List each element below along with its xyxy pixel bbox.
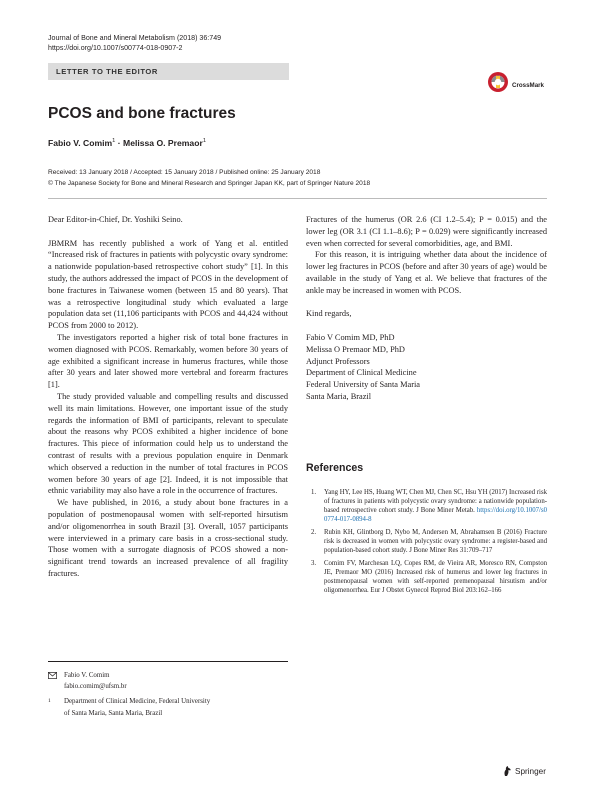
signature-line: Department of Clinical Medicine bbox=[306, 368, 417, 378]
body-column-right bbox=[306, 214, 547, 403]
body-column-left bbox=[48, 214, 288, 580]
section-label: LETTER TO THE EDITOR bbox=[56, 67, 159, 76]
affiliation bbox=[48, 697, 288, 718]
author-line bbox=[48, 138, 206, 148]
reference-list bbox=[306, 488, 547, 599]
reference-item bbox=[306, 488, 547, 524]
journal-citation: Journal of Bone and Mineral Metabolism (2018) 36:749 bbox=[48, 34, 222, 42]
author-name[interactable]: Fabio V. Comim bbox=[48, 138, 113, 148]
corresponding-author-email[interactable]: fabio.comim@ufsm.br bbox=[64, 683, 127, 691]
copyright-line: © The Japanese Society for Bone and Mineral Research and Springer Japan KK, part of Springer Nature 2018 bbox=[48, 179, 371, 187]
section-label-bar bbox=[48, 63, 289, 80]
corresponding-author-name: Fabio V. Comim bbox=[64, 672, 110, 679]
affiliation-number: 1 bbox=[48, 698, 51, 704]
publisher-name: Springer bbox=[515, 766, 546, 776]
signature-line: Adjunct Professors bbox=[306, 356, 370, 366]
author-name[interactable]: Melissa O. Premaor bbox=[123, 138, 203, 148]
body-paragraph: The study provided valuable and compelling results and discussed well its main limitations. However, one important issue of the study regards the information of BMI of participants, relevant to speculate about the reasons why PCOS exhibited a higher incidence of bone fractures. This piece of information could help us to understand the contrast of results with a previous population enquire in Denmark which observed a reduction in the number of total fractures in PCOS women before 30 years of age [2]. Indeed, it is not impossible that ethnic variability may also have a role in the occurrence of fractures. bbox=[48, 391, 288, 496]
signature-line: Fabio V Comim MD, PhD bbox=[306, 332, 395, 342]
footnote-divider bbox=[48, 661, 288, 662]
publication-info bbox=[48, 168, 370, 189]
affiliation-line: of Santa Maria, Santa Maria, Brazil bbox=[64, 709, 163, 717]
affiliation-line: Department of Clinical Medicine, Federal University bbox=[64, 698, 211, 705]
reference-doi-link[interactable]: https://doi.org/10.1007/s00774-017-0894-8 bbox=[324, 507, 547, 524]
reference-text: Rubin KH, Glintborg D, Nybo M, Andersen M, Abrahamsen B (2016) Fracture risk is decreased in women with polycystic ovary syndrome: a register-based and population-based cohort study. J Bone Miner Res 31:709–717 bbox=[324, 528, 547, 555]
reference-text: Yang HY, Lee HS, Huang WT, Chen MJ, Chen SC, Hsu YH (2017) Increased risk of fractures in patients with polycystic ovary syndrome: a nationwide population-based retrospective cohort study. J Bone Miner Metab. bbox=[324, 489, 547, 515]
article-title: PCOS and bone fractures bbox=[48, 105, 236, 122]
publisher-logo bbox=[502, 764, 546, 778]
journal-info bbox=[48, 34, 221, 53]
signature-line: Federal University of Santa Maria bbox=[306, 380, 420, 390]
signature-line: Santa Maria, Brazil bbox=[306, 391, 372, 401]
author-separator: · bbox=[115, 138, 124, 148]
envelope-icon bbox=[48, 671, 64, 682]
header-divider bbox=[48, 198, 547, 199]
body-paragraph: For this reason, it is intriguing whether data about the incidence of lower leg fractures in PCOS (before and after 30 years of age) would be available in the study of Yang et al. We believe that fractures of the ankle may be increased in women with PCOS. bbox=[306, 250, 547, 295]
body-paragraph: JBMRM has recently published a work of Yang et al. entitled “Increased risk of fractures in patients with polycystic ovary syndrome: a nationwide population-based retrospective cohort study” [1]. In this study, the authors addressed the impact of PCOS in the development of bone fractures in Taiwanese women (between 15 and 80 years). That was a retrospective longitudinal study which evaluated a large population data set (11,106 participants with PCOS and 44,424 without PCOS from 2000 to 2012). bbox=[48, 238, 288, 331]
reference-number: 3. bbox=[311, 559, 317, 567]
affiliation-marker: 1 bbox=[202, 138, 207, 145]
crossmark-badge[interactable] bbox=[487, 69, 557, 95]
salutation: Dear Editor-in-Chief, Dr. Yoshiki Seino. bbox=[48, 215, 183, 224]
reference-text: Comim FV, Marchesan LQ, Copes RM, de Vieira AR, Moresco RN, Compston JE, Premaor MO (2016) Increased risk of humerus and lower leg fractures in postmenopausal women with self-reported premenopausal hirsutism and/or oligomenorrhea. Eur J Obstet Gynecol Reprod Biol 203:162–166 bbox=[324, 559, 547, 595]
body-paragraph: Fractures of the humerus (OR 2.6 (CI 1.2–5.4); P = 0.015) and the lower leg (OR 3.1 (CI 1.1–8.6); P = 0.029) were significantly increased even when corrected for several comorbidities, age, and BMI. bbox=[306, 215, 547, 248]
signature-block bbox=[306, 332, 547, 403]
springer-horse-icon bbox=[502, 765, 512, 777]
crossmark-icon bbox=[487, 71, 509, 93]
signature-line: Melissa O Premaor MD, PhD bbox=[306, 344, 405, 354]
references-heading: References bbox=[306, 462, 364, 474]
reference-number: 1. bbox=[311, 489, 317, 496]
corresponding-author bbox=[48, 671, 288, 692]
closing: Kind regards, bbox=[306, 309, 352, 319]
publication-dates: Received: 13 January 2018 / Accepted: 15 January 2018 / Published online: 25 January 2018 bbox=[48, 169, 321, 176]
body-paragraph: The investigators reported a higher risk of total bone fractures in women diagnosed with PCOS. Remarkably, women before 30 years of age exhibited a significant increase in humerus fractures, while those after 30 years and later showed more vertebral and forearm fractures [1]. bbox=[48, 332, 288, 390]
doi-link[interactable]: https://doi.org/10.1007/s00774-018-0907-2 bbox=[48, 43, 183, 52]
reference-item bbox=[306, 559, 547, 595]
reference-number: 2. bbox=[311, 528, 317, 536]
reference-item bbox=[306, 528, 547, 555]
body-paragraph: We have published, in 2016, a study about bone fractures in a population of postmenopausal women with self-reported hirsutism and/or oligomenorrhea in south Brazil [3]. Overall, 1057 participants were interviewed in a primary care basis in a cross-sectional study. Those women with a surrogate diagnosis of PCOS showed a non-significant trend towards an increased prevalence of all fragility fractures. bbox=[48, 498, 288, 578]
crossmark-label: CrossMark bbox=[512, 82, 544, 89]
affiliation-marker: 1 bbox=[112, 138, 116, 145]
